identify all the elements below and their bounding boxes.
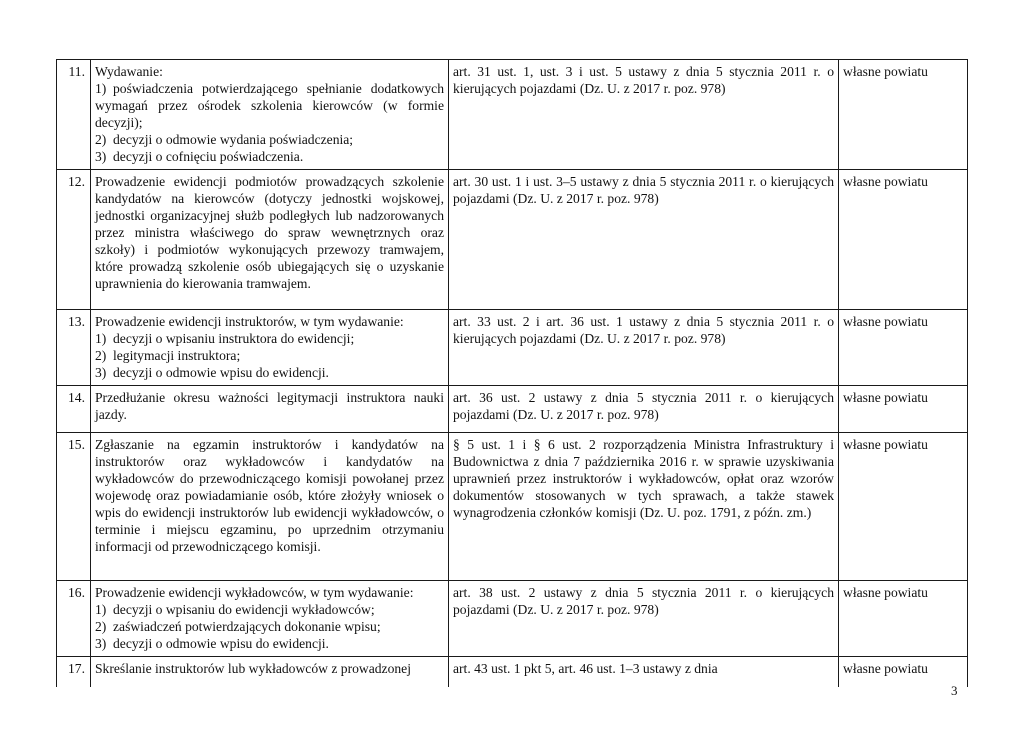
task-title: Prowadzenie ewidencji podmiotów prowadzących szkolenie kandydatów na kierowców (dotyczy jednostki wojskowej, jednostki organizacyjnej służb podległych lub nadzorowanych przez ministra właściwego do spraw wewnętrznych oraz szkoły) i podmiotów wykonujących przewozy tramwajem, które prowadzą szkolenie osób ubiegających się o uzyskanie uprawnienia do kierowania tramwajem. [95,174,444,291]
row-number: 15. [57,433,91,581]
task-type: własne powiatu [839,657,968,687]
legal-basis: art. 36 ust. 2 ustawy z dnia 5 stycznia 2011 r. o kierujących pojazdami (Dz. U. z 2017 r. poz. 978) [449,386,839,433]
table-row [57,310,968,386]
table-body [57,60,968,687]
list-item [95,148,444,165]
list-item-text: decyzji o cofnięciu poświadczenia. [113,149,304,164]
task-description [91,60,449,170]
list-item-text: decyzji o wpisaniu do ewidencji wykładowców; [113,602,375,617]
row-number: 16. [57,581,91,657]
list-marker: 2) [95,619,107,634]
task-type: własne powiatu [839,310,968,386]
row-number: 14. [57,386,91,433]
page-number: 3 [951,683,958,698]
task-description [91,433,449,581]
legal-basis: art. 43 ust. 1 pkt 5, art. 46 ust. 1–3 ustawy z dnia [449,657,839,687]
list-item-text: decyzji o odmowie wpisu do ewidencji. [113,636,329,651]
row-number: 12. [57,170,91,310]
list-item-text: poświadczenia potwierdzającego spełnianie dodatkowych wymagań przez ośrodek szkolenia kierowców (w formie decyzji); [95,81,444,130]
task-type: własne powiatu [839,60,968,170]
list-marker: 2) [95,348,107,363]
list-item [95,601,444,618]
list-marker: 1) [95,602,107,617]
task-subitems [95,330,444,381]
legal-basis: art. 38 ust. 2 ustawy z dnia 5 stycznia 2011 r. o kierujących pojazdami (Dz. U. z 2017 r. poz. 978) [449,581,839,657]
task-description [91,386,449,433]
list-item [95,618,444,635]
task-type: własne powiatu [839,386,968,433]
list-item [95,131,444,148]
legal-basis: § 5 ust. 1 i § 6 ust. 2 rozporządzenia Ministra Infrastruktury i Budownictwa z dnia 7 października 2016 r. w sprawie uzyskiwania uprawnień przez instruktorów i wykładowców, opłat oraz wzorów dokumentów stosowanych w tych sprawach, a także stawek wynagrodzenia członków komisji (Dz. U. poz. 1791, z późn. zm.) [449,433,839,581]
list-item-text: legitymacji instruktora; [113,348,241,363]
task-type: własne powiatu [839,170,968,310]
legal-basis: art. 33 ust. 2 i art. 36 ust. 1 ustawy z dnia 5 stycznia 2011 r. o kierujących pojazdami (Dz. U. z 2017 r. poz. 978) [449,310,839,386]
list-marker: 3) [95,149,107,164]
task-title: Przedłużanie okresu ważności legitymacji instruktora nauki jazdy. [95,390,444,422]
table-row [57,60,968,170]
list-item [95,80,444,131]
task-description [91,310,449,386]
row-number: 11. [57,60,91,170]
table-row [57,386,968,433]
list-item-text: zaświadczeń potwierdzających dokonanie wpisu; [113,619,381,634]
table-row [57,170,968,310]
task-subitems [95,80,444,165]
task-subitems [95,601,444,652]
task-type: własne powiatu [839,581,968,657]
list-marker: 1) [95,331,107,346]
task-title: Wydawanie: [95,64,163,79]
task-description [91,170,449,310]
competencies-table [56,59,968,687]
list-item [95,364,444,381]
row-number: 17. [57,657,91,687]
task-type: własne powiatu [839,433,968,581]
task-title: Skreślanie instruktorów lub wykładowców z prowadzonej [95,661,411,676]
task-title: Prowadzenie ewidencji instruktorów, w tym wydawanie: [95,314,404,329]
table-row [57,581,968,657]
task-title: Zgłaszanie na egzamin instruktorów i kandydatów na instruktorów oraz wykładowców i kandydatów na wykładowców do przewodniczącego komisji powołanej przez wojewodę oraz powiadamianie osób, które złożyły wniosek o wpis do ewidencji instruktorów lub ewidencji wykładowców, o terminie i miejscu egzaminu, po uprzednim otrzymaniu informacji od przewodniczącego komisji. [95,437,444,554]
list-item-text: decyzji o odmowie wydania poświadczenia; [113,132,354,147]
task-description [91,657,449,687]
list-marker: 1) [95,81,107,96]
task-title: Prowadzenie ewidencji wykładowców, w tym wydawanie: [95,585,414,600]
list-marker: 3) [95,636,107,651]
list-item-text: decyzji o wpisaniu instruktora do ewidencji; [113,331,355,346]
list-item [95,635,444,652]
legal-basis: art. 30 ust. 1 i ust. 3–5 ustawy z dnia 5 stycznia 2011 r. o kierujących pojazdami (Dz. U. z 2017 r. poz. 978) [449,170,839,310]
list-item [95,330,444,347]
list-item-text: decyzji o odmowie wpisu do ewidencji. [113,365,329,380]
task-description [91,581,449,657]
table-row [57,433,968,581]
row-number: 13. [57,310,91,386]
list-marker: 3) [95,365,107,380]
table-row [57,657,968,687]
legal-basis: art. 31 ust. 1, ust. 3 i ust. 5 ustawy z dnia 5 stycznia 2011 r. o kierujących pojazdami (Dz. U. z 2017 r. poz. 978) [449,60,839,170]
list-marker: 2) [95,132,107,147]
list-item [95,347,444,364]
